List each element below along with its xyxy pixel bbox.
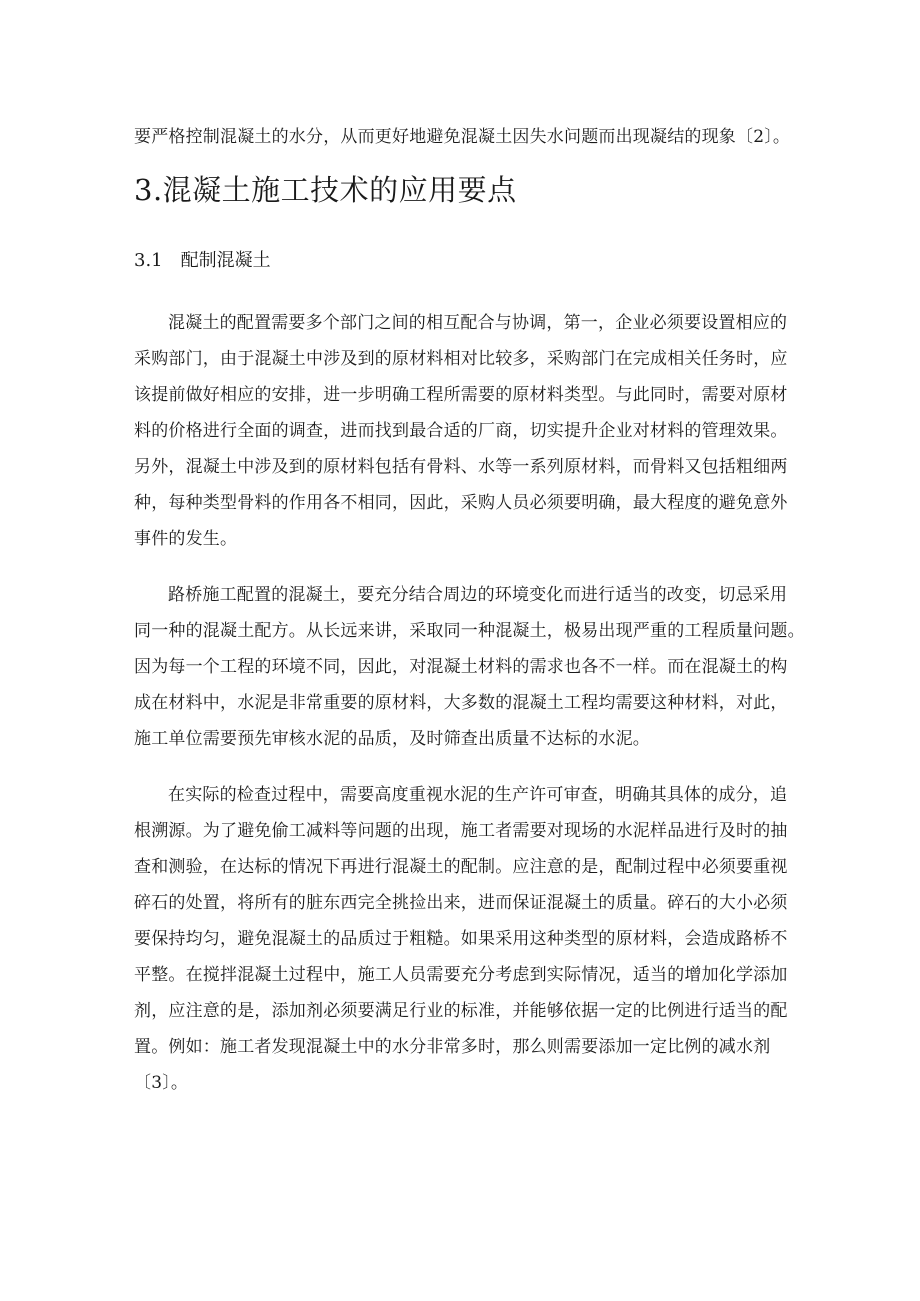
paragraph-line: 事件的发生。 <box>134 529 238 549</box>
paragraph-line: 种，每种类型骨料的作用各不相同，因此，采购人员必须要明确，最大程度的避免意外 <box>134 493 788 513</box>
subsection-title: 配制混凝土 <box>180 250 271 271</box>
section-heading: 3.混凝土施工技术的应用要点 <box>134 173 517 207</box>
paragraph-line: 要保持均匀，避免混凝土的品质过于粗糙。如果采用这种类型的原材料，会造成路桥不 <box>134 929 788 949</box>
paragraph-line: 平整。在搅拌混凝土过程中，施工人员需要充分考虑到实际情况，适当的增加化学添加 <box>134 965 788 985</box>
paragraph-line: 查和测验，在达标的情况下再进行混凝土的配制。应注意的是，配制过程中必须要重视 <box>134 857 788 877</box>
paragraph-line: 另外，混凝土中涉及到的原材料包括有骨料、水等一系列原材料，而骨料又包括粗细两 <box>134 457 788 477</box>
paragraph-line: 碎石的处置，将所有的脏东西完全挑捡出来，进而保证混凝土的质量。碎石的大小必须 <box>134 893 788 913</box>
paragraph-line: 施工单位需要预先审核水泥的品质，及时筛查出质量不达标的水泥。 <box>134 729 650 749</box>
paragraph-line: 成在材料中，水泥是非常重要的原材料，大多数的混凝土工程均需要这种材料，对此， <box>134 693 788 713</box>
paragraph-line: 该提前做好相应的安排，进一步明确工程所需要的原材料类型。与此同时，需要对原材 <box>134 385 788 405</box>
paragraph-line: 因为每一个工程的环境不同，因此，对混凝土材料的需求也各不一样。而在混凝土的构 <box>134 657 788 677</box>
paragraph-line: 采购部门，由于混凝土中涉及到的原材料相对比较多，采购部门在完成相关任务时，应 <box>134 349 788 369</box>
paragraph-line: 料的价格进行全面的调查，进而找到最合适的厂商，切实提升企业对材料的管理效果。 <box>134 421 788 441</box>
subsection-number: 3.1 <box>134 250 163 271</box>
paragraph-line: 根溯源。为了避免偷工减料等问题的出现，施工者需要对现场的水泥样品进行及时的抽 <box>134 821 788 841</box>
paragraph-line: 〔3〕。 <box>134 1073 189 1093</box>
paragraph-line: 路桥施工配置的混凝土，要充分结合周边的环境变化而进行适当的改变，切忌采用 <box>168 585 788 605</box>
paragraph-line: 在实际的检查过程中，需要高度重视水泥的生产许可审查，明确其具体的成分，追 <box>168 785 788 805</box>
paragraph-line: 同一种的混凝土配方。从长远来讲，采取同一种混凝土，极易出现严重的工程质量问题。 <box>134 621 805 641</box>
subsection-heading <box>134 249 271 273</box>
intro-line: 要严格控制混凝土的水分，从而更好地避免混凝土因失水问题而出现凝结的现象〔2〕。 <box>134 127 791 147</box>
paragraph-line: 混凝土的配置需要多个部门之间的相互配合与协调，第一，企业必须要设置相应的 <box>168 313 788 333</box>
paragraph-line: 剂，应注意的是，添加剂必须要满足行业的标准，并能够依据一定的比例进行适当的配 <box>134 1001 788 1021</box>
paragraph-line: 置。例如：施工者发现混凝土中的水分非常多时，那么则需要添加一定比例的减水剂 <box>134 1037 771 1057</box>
